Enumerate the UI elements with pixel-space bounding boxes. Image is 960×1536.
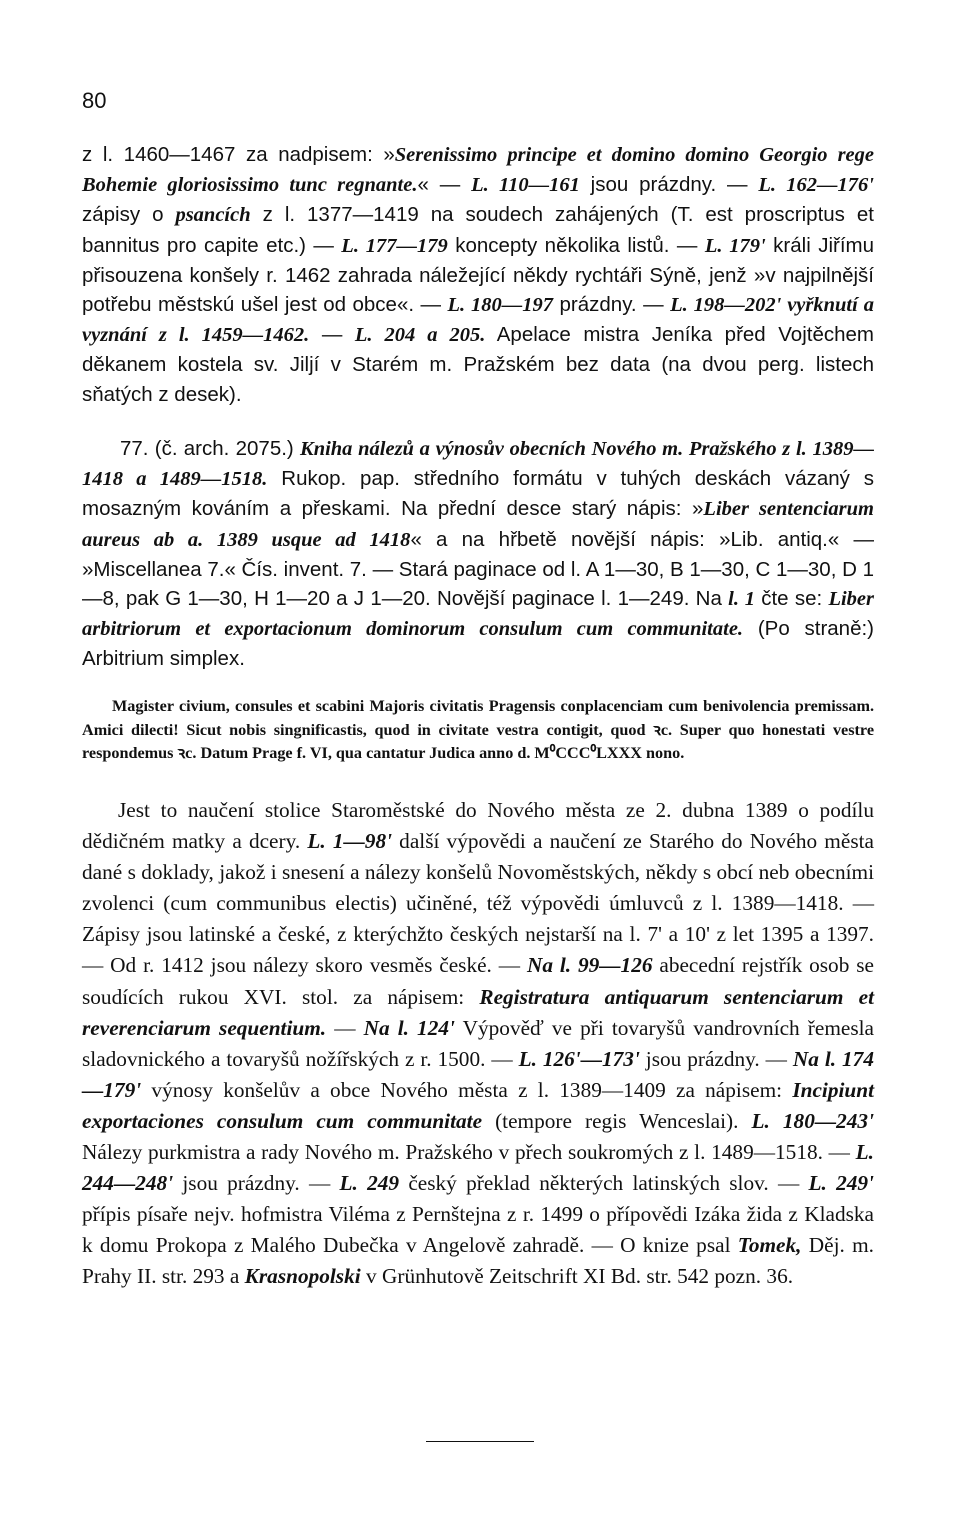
latin-quotation — [82, 695, 874, 766]
paragraph-manuscript-contents — [82, 140, 874, 409]
paragraph-text: z l. 1460—1467 za nadpisem: »Serenissimo principe et domino domino Georgio rege Bohemie gloriosissimo tunc regnante.« — L. 110—161 jsou prázdny. — L. 162—176' zápisy o psancích z l. 1377—1419 na soudech zahájených (T. est proscriptus et bannitus pro capite etc.) — L. 177—179 koncepty několika listů. — L. 179' králi Jiřímu přisouzena konšely r. 1462 zahrada náležející někdy rychtáři Sýně, jenž »v najpilnější potřebu městskú ušel jest od obce«. — L. 180—197 prázdny. — L. 198—202' vyřknutí a vyznání z l. 1459—1462. — L. 204 a 205. Apelace mistra Jeníka před Vojtěchem děkanem kostela sv. Jiljí v Starém m. Pražském bez data (na dvou perg. listech sňatých z desek). — [82, 143, 874, 406]
paragraph-entry-77 — [82, 434, 874, 674]
paragraph-text: 77. (č. arch. 2075.) Kniha nálezů a výnosův obecních Nového m. Pražského z l. 1389—1418 a 1489—1518. Rukop. pap. středního formátu v tuhých deskách vázaný s mosazným kováním a přeskami. Na přední desce starý nápis: »Liber sentenciarum aureus ab a. 1389 usque ad 1418« a na hřbetě novější nápis: »Lib. antiq.« — »Miscellanea 7.« Čís. invent. 7. — Stará paginace od l. A 1—30, B 1—30, C 1—30, D 1—8, pak G 1—30, H 1—20 a J 1—20. Novější paginace l. 1—249. Na l. 1 čte se: Liber arbitriorum et exportacionum dominorum consulum cum communitate. (Po straně:) Arbitrium simplex. — [82, 437, 875, 671]
paragraph-description — [82, 795, 874, 1293]
paragraph-text: Jest to naučení stolice Staroměstské do Nového města ze 2. dubna 1389 o podílu dědičném matky a dcery. L. 1—98' další výpovědi a naučení ze Starého do Nového města dané s doklady, jakož i snesení a nálezy konšelů Novoměstských, někdy s obcí neb obecními zvolenci (cum communibus electis) učiněné, též výpovědi úmluvců z l. 1389—1418. — Zápisy jsou latinské a české, z kterýchžto českých nejstarší na l. 7' a 10' z let 1395 a 1397. — Od r. 1412 jsou nálezy skoro vesměs české. — Na l. 99—126 abecední rejstřík osob se soudících rukou XVI. stol. za nápisem: Registratura antiquarum sentenciarum et reverenciarum sequentium. — Na l. 124' Výpověď ve při tovaryšů vandrovních řemesla sladovnického a tovaryšů nožířských z r. 1500. — L. 126'—173' jsou prázdny. — Na l. 174—179' výnosy konšelův a obce Nového města z l. 1389—1409 za nápisem: Incipiunt exportaciones consulum cum communitate (tempore regis Wenceslai). L. 180—243' Nálezy purkmistra a rady Nového m. Pražského v přech soukromých z l. 1489—1518. — L. 244—248' jsou prázdny. — L. 249 český překlad některých latinských slov. — L. 249' přípis písaře nejv. hofmistra Viléma z Pernštejna z r. 1499 o přípovědi Izáka žida z Kladska k domu Prokopa z Malého Dubečka v Angelově zahradě. — O knize psal Tomek, Děj. m. Prahy II. str. 293 a Krasnopolski v Grünhutově Zeitschrift XI Bd. str. 542 pozn. 36. — [82, 798, 875, 1289]
quotation-text: Magister civium, consules et scabini Majoris civitatis Pragensis conplacenciam cum benivolencia premissam. Amici dilecti! Sicut nobis singnificastis, quod in civitate vestra contigit, quod ꝛc. Super quo honestati vestre respondemus ꝛc. Datum Prage f. VI, qua cantatur Judica anno d. M⁰CCC⁰LXXX nono. — [82, 697, 874, 763]
page-number: 80 — [82, 88, 107, 113]
section-divider — [426, 1441, 534, 1442]
